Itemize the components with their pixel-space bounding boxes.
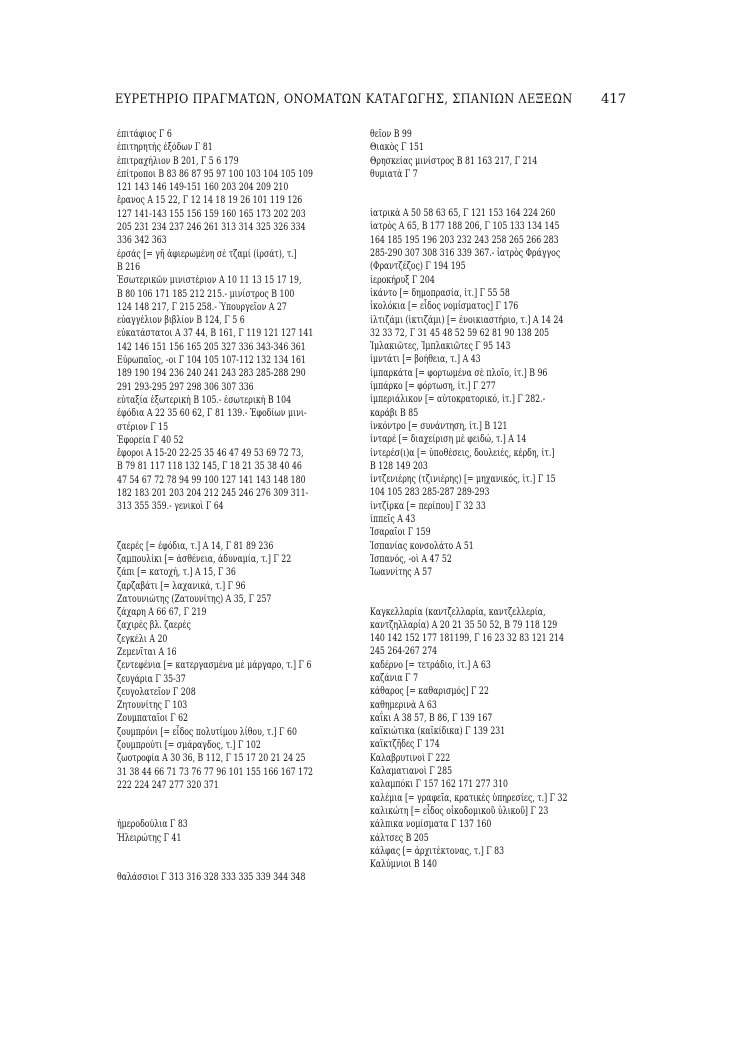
index-entry-line: Β 79 81 117 118 132 145, Γ 18 21 35 38 40 46 <box>117 461 302 473</box>
index-entry-line: Ἰσπανός, -οὶ Α 47 52 <box>370 553 452 565</box>
index-entry-line: κάθαρος [= καθαρισμός] Γ 22 <box>370 686 489 698</box>
index-entry-line: ἰμντάτι [= βοήθεια, τ.] Α 43 <box>370 354 481 366</box>
index-entry-line: Ζητουνίτης Γ 103 <box>117 700 188 712</box>
index-entry <box>370 858 674 871</box>
index-entry-line: εὐαγγέλιον βιβλίον Β 124, Γ 5 6 <box>117 315 245 327</box>
index-entry <box>370 845 674 858</box>
index-entry <box>370 553 674 566</box>
index-entry-line: 182 183 201 203 204 212 245 246 276 309 311- <box>117 488 309 500</box>
index-entry-line: 336 342 363 <box>117 235 167 247</box>
index-entry <box>370 685 674 698</box>
index-entry-line: καλέμια [= γραφεῖα, κρατικὲς ὑπηρεσίες, τ.] Γ 32 <box>370 792 568 804</box>
index-entry-line: ἐπιτάφιος Γ 6 <box>117 129 172 140</box>
index-entry-line: 121 143 146 149-151 160 203 204 209 210 <box>117 182 289 194</box>
index-entry-line: καζάνια Γ 7 <box>370 672 419 684</box>
index-entry-line: 245 264-267 274 <box>370 646 438 658</box>
index-entry-line: θυμιατὰ Γ 7 <box>370 168 418 180</box>
index-entry-line: 189 190 194 236 240 241 243 283 285-288 290 <box>117 368 306 380</box>
index-entry-line: κάλφας [= ἀρχιτέκτονας, τ.] Γ 83 <box>370 845 505 857</box>
index-entry-line: 47 54 67 72 78 94 99 100 127 141 143 148 180 <box>117 474 306 486</box>
index-entry-line: καΐκι Α 38 57, Β 86, Γ 139 167 <box>370 712 493 724</box>
index-entry-line: ἰατρικὰ Α 50 58 63 65, Γ 121 153 164 224 260 <box>370 208 556 220</box>
index-entry <box>370 274 674 287</box>
index-entry <box>370 725 674 738</box>
index-entry <box>370 393 674 420</box>
index-entry-line: θαλάσσιοι Γ 313 316 328 333 335 339 344 348 <box>117 871 306 883</box>
index-entry-line: ἰνταρὲ [= διαχείριση μὲ φειδώ, τ.] Α 14 <box>370 434 527 446</box>
index-entry <box>370 380 674 393</box>
index-entry-line: καθημερινὰ Α 63 <box>370 699 437 711</box>
index-entry-line: θεῖον Β 99 <box>370 129 412 140</box>
index-entry-line: ἰμπαρκάτα [= φορτωμένα σὲ πλοῖο, ἰτ.] Β 96 <box>370 367 548 379</box>
index-entry-line: Ζεμενῖται Α 16 <box>117 646 177 658</box>
index-entry-line: ἰνκόντρο [= συνάντηση, ἰτ.] Β 121 <box>370 420 508 432</box>
index-entry-line: ἰλτιζάμι (ἰκτιζάμι) [= ἐνοικιαστήριο, τ.] Α 14 24 <box>370 314 564 326</box>
index-entry <box>370 832 674 845</box>
index-entry-line: ζουμπρούτι [= σμάραγδος, τ.] Γ 102 <box>117 740 261 752</box>
index-entry-line: ζεγκέλι Α 20 <box>117 633 168 645</box>
index-entry-line: 104 105 283 285-287 289-293 <box>370 487 490 499</box>
index-entry-line: 222 224 247 277 320 371 <box>117 779 219 791</box>
index-entry-line: ἔρανος Α 15 22, Γ 12 14 18 19 26 101 119 126 <box>117 195 303 207</box>
index-entry <box>370 128 674 141</box>
index-entry-line: Καλύμνιοι Β 140 <box>370 859 437 871</box>
index-entry <box>370 778 674 791</box>
index-entry <box>370 672 674 685</box>
index-entry-line: ζεντεφένια [= κατεργασμένα μὲ μάργαρο, τ.] Γ 6 <box>117 660 312 672</box>
index-entry-line: Ἰωαννίτης Α 57 <box>370 567 433 579</box>
index-entry <box>370 340 674 353</box>
index-entry <box>370 473 674 500</box>
index-entry <box>370 300 674 313</box>
index-entry-line: Καγκελλαρία (καντζελλαρία, καντζελλερία, <box>370 606 546 618</box>
index-entry-line: 140 142 152 177 181199, Γ 16 23 32 83 121 214 <box>370 633 564 645</box>
index-entry <box>370 805 674 818</box>
index-entry-line: Θιακὸς Γ 151 <box>370 142 424 154</box>
index-entry-line: εὐταξία ἐξωτερικὴ Β 105.- ἐσωτερικὴ Β 104 <box>117 394 292 406</box>
index-entry <box>370 353 674 366</box>
index-entry-line: 124 148 217, Γ 215 258.- Ὑπουργεῖον Α 27 <box>117 301 287 313</box>
index-entry-line: καδέρνο [= τετράδιο, ἰτ.] Α 63 <box>370 659 491 671</box>
index-entry <box>370 207 674 220</box>
index-entry-line: ἐπιτηρητὴς ἐξόδων Γ 81 <box>117 142 213 154</box>
index-entry-line: ἰντζίρκα [= περίπου] Γ 32 33 <box>370 500 486 512</box>
index-entry-line: ἰκάντο [= δημοπρασία, ἰτ.] Γ 55 58 <box>370 287 510 299</box>
index-entry <box>370 526 674 539</box>
index-entry-line: Θρησκείας μινίστρος Β 81 163 217, Γ 214 <box>370 155 538 167</box>
index-entry-line: 32 33 72, Γ 31 45 48 52 59 62 81 90 138 205 <box>370 327 550 339</box>
index-column-right <box>370 128 670 871</box>
index-entry <box>370 433 674 446</box>
index-entry-line: ζαερές [= ἐφόδια, τ.] Α 14, Γ 81 89 236 <box>117 540 274 552</box>
index-entry-line: ζαμπουλίκι [= ἀσθένεια, ἀδυναμία, τ.] Γ 22 <box>117 553 292 565</box>
index-entry-line: Ἰσαραῖοι Γ 159 <box>370 527 431 539</box>
index-entry-line: κάλτσες Β 205 <box>370 832 429 844</box>
index-entry <box>370 712 674 725</box>
index-entry-line: Β 80 106 171 185 212 215.- μινίστρος Β 100 <box>117 288 295 300</box>
index-entry-line: 205 231 234 237 246 261 313 314 325 326 334 <box>117 222 306 234</box>
index-entry-line: 164 185 195 196 203 232 243 258 265 266 283 <box>370 234 559 246</box>
index-entry <box>370 792 674 805</box>
index-entry-line: καλαμπόκι Γ 157 162 171 277 310 <box>370 779 508 791</box>
index-entry <box>370 699 674 712</box>
index-entry-line: 291 293-295 297 298 306 307 336 <box>117 381 254 393</box>
index-entry-line: Ζατουνιώτης (Ζατουνίτης) Α 35, Γ 257 <box>117 593 272 605</box>
index-entry-line: 285-290 307 308 316 339 367.- ἰατρὸς Φράγγος <box>370 248 561 260</box>
index-entry-line: Ἰμλακιῶτες, Ἰμπλακιῶτες Γ 95 143 <box>370 341 511 353</box>
index-entry-line: ζωοτροφία Α 30 36, Β 112, Γ 15 17 20 21 24 25 <box>117 753 306 765</box>
index-entry-line: Καλαματιανοὶ Γ 285 <box>370 766 453 778</box>
index-entry-line: ἐφόδια Α 22 35 60 62, Γ 81 139.- Ἐφοδίων μινι- <box>117 408 307 420</box>
index-entry-line: εὐκατάστατοι Α 37 44, Β 161, Γ 119 121 127 141 <box>117 328 314 340</box>
page-number: 417 <box>601 92 627 107</box>
index-entry <box>370 447 674 474</box>
index-entry <box>370 752 674 765</box>
index-entry-line: 142 146 151 156 165 205 327 336 343-346 361 <box>117 341 306 353</box>
index-entry-line: κάλπικα νομίσματα Γ 137 160 <box>370 819 492 831</box>
running-header-title: ΕΥΡΕΤΗΡΙΟ ΠΡΑΓΜΑΤΩΝ, ΟΝΟΜΑΤΩΝ ΚΑΤΑΓΩΓΗΣ, ΣΠΑΝΙΩΝ ΛΕΞΕΩΝ <box>115 92 573 107</box>
index-entry-line: ζευγολατεῖον Γ 208 <box>117 686 196 698</box>
index-entry-line: καντζηλλαρία) Α 20 21 35 50 52, Β 79 118 129 <box>370 619 558 631</box>
index-entry-line: Ἐφορεία Γ 40 52 <box>117 434 184 446</box>
index-entry-line: καϊκτζῆδες Γ 174 <box>370 739 440 751</box>
index-entry <box>370 818 674 831</box>
index-entry-line: ἐπίτροποι Β 83 86 87 95 97 100 103 104 105 109 <box>117 168 313 180</box>
group-separator <box>370 181 670 207</box>
index-entry-line: Ἐσωτερικῶν μινιστέριον Α 10 11 13 15 17 19, <box>117 275 302 287</box>
index-entry-line: Ἰσπανίας κονσολάτο Α 51 <box>370 540 474 552</box>
group-separator <box>370 580 670 606</box>
index-entry-line: Β 216 <box>117 261 141 273</box>
index-entry-line: ἰμπεριάλικον [= αὐτοκρατορικό, ἰτ.] Γ 282.- <box>370 394 546 406</box>
index-entry-line: ζάπι [= κατοχή, τ.] Α 15, Γ 36 <box>117 567 236 579</box>
index-entry-line: ζαρζαβάτι [= λαχανικά, τ.] Γ 96 <box>117 580 246 592</box>
index-entry <box>370 367 674 380</box>
index-entry-line: Καλαβρυτινοὶ Γ 222 <box>370 752 451 764</box>
index-entry-line: Β 128 149 203 <box>370 460 428 472</box>
index-entry-line: ἰντζενιέρης (τζινιέρης) [= μηχανικός, ἰτ.] Γ 15 <box>370 474 556 486</box>
index-entry-line: Ζουμπαταῖοι Γ 62 <box>117 713 189 725</box>
index-entry <box>370 738 674 751</box>
index-entry-line: Ἠλειρώτης Γ 41 <box>117 832 182 844</box>
index-entry-line: 31 38 44 66 71 73 76 77 96 101 155 166 167 172 <box>117 766 313 778</box>
index-entry <box>370 566 674 579</box>
index-entry <box>370 513 674 526</box>
index-entry <box>370 606 674 659</box>
index-entry-line: Εὐρωπαῖος, -οι Γ 104 105 107-112 132 134 161 <box>117 355 306 367</box>
index-entry <box>370 220 674 273</box>
index-entry <box>117 871 421 884</box>
index-entry-line: ζευγάρια Γ 35-37 <box>117 673 186 685</box>
index-entry <box>370 500 674 513</box>
index-entry <box>370 659 674 672</box>
index-entry-line: ἰμπάρκο [= φόρτωση, ἰτ.] Γ 277 <box>370 381 496 393</box>
index-entry-line: ἔφοροι Α 15-20 22-25 35 46 47 49 53 69 72 73, <box>117 448 304 460</box>
index-entry-line: στέριον Γ 15 <box>117 421 169 433</box>
index-entry-line: καϊκιώτικα (καϊκίδικα) Γ 139 231 <box>370 726 506 738</box>
index-entry-line: 127 141-143 155 156 159 160 165 173 202 203 <box>117 208 306 220</box>
index-entry <box>370 141 674 154</box>
index-entry <box>370 420 674 433</box>
index-entry-line: ἰντερέσ(ι)α [= ὑποθέσεις, δουλειές, κέρδη, ἰτ.] <box>370 447 555 459</box>
index-entry-line: (Φραντζέζος) Γ 194 195 <box>370 261 466 273</box>
index-entry <box>370 168 674 181</box>
index-entry-line: ἐπιτραχήλιον Β 201, Γ 5 6 179 <box>117 155 239 167</box>
index-entry <box>370 540 674 553</box>
index-entry-line: ἱππεῖς Α 43 <box>370 514 416 526</box>
index-entry-line: ἡμεροδούλια Γ 83 <box>117 819 188 831</box>
index-entry-line: ἰκολόκια [= εἶδος νομίσματος] Γ 176 <box>370 301 519 313</box>
index-entry-line: καράβι Β 85 <box>370 407 419 419</box>
index-entry-line: ζουμπρόνι [= εἶδος πολυτίμου λίθου, τ.] Γ 60 <box>117 726 297 738</box>
index-entry-line: ἐρσάς [= γῆ ἀφιερωμένη σὲ τζαμί (ἰρσάτ), τ.] <box>117 248 297 260</box>
index-entry-line: ἱεροκήρυξ Γ 204 <box>370 274 435 286</box>
index-entry-line: 313 355 359.- γενικοὶ Γ 64 <box>117 501 224 513</box>
index-entry-line: καλικώτη [= εἶδος οἰκοδομικοῦ ὑλικοῦ] Γ 23 <box>370 805 549 817</box>
index-entry-line: ζάχαρη Α 66 67, Γ 219 <box>117 607 207 619</box>
index-entry <box>370 314 674 341</box>
index-entry-line: ἰατρὸς Α 65, Β 177 188 206, Γ 105 133 134 145 <box>370 221 560 233</box>
index-entry <box>370 287 674 300</box>
index-entry <box>370 765 674 778</box>
index-entry-line: ζαχιρὲς βλ. ζαερές <box>117 620 191 632</box>
index-entry <box>370 155 674 168</box>
